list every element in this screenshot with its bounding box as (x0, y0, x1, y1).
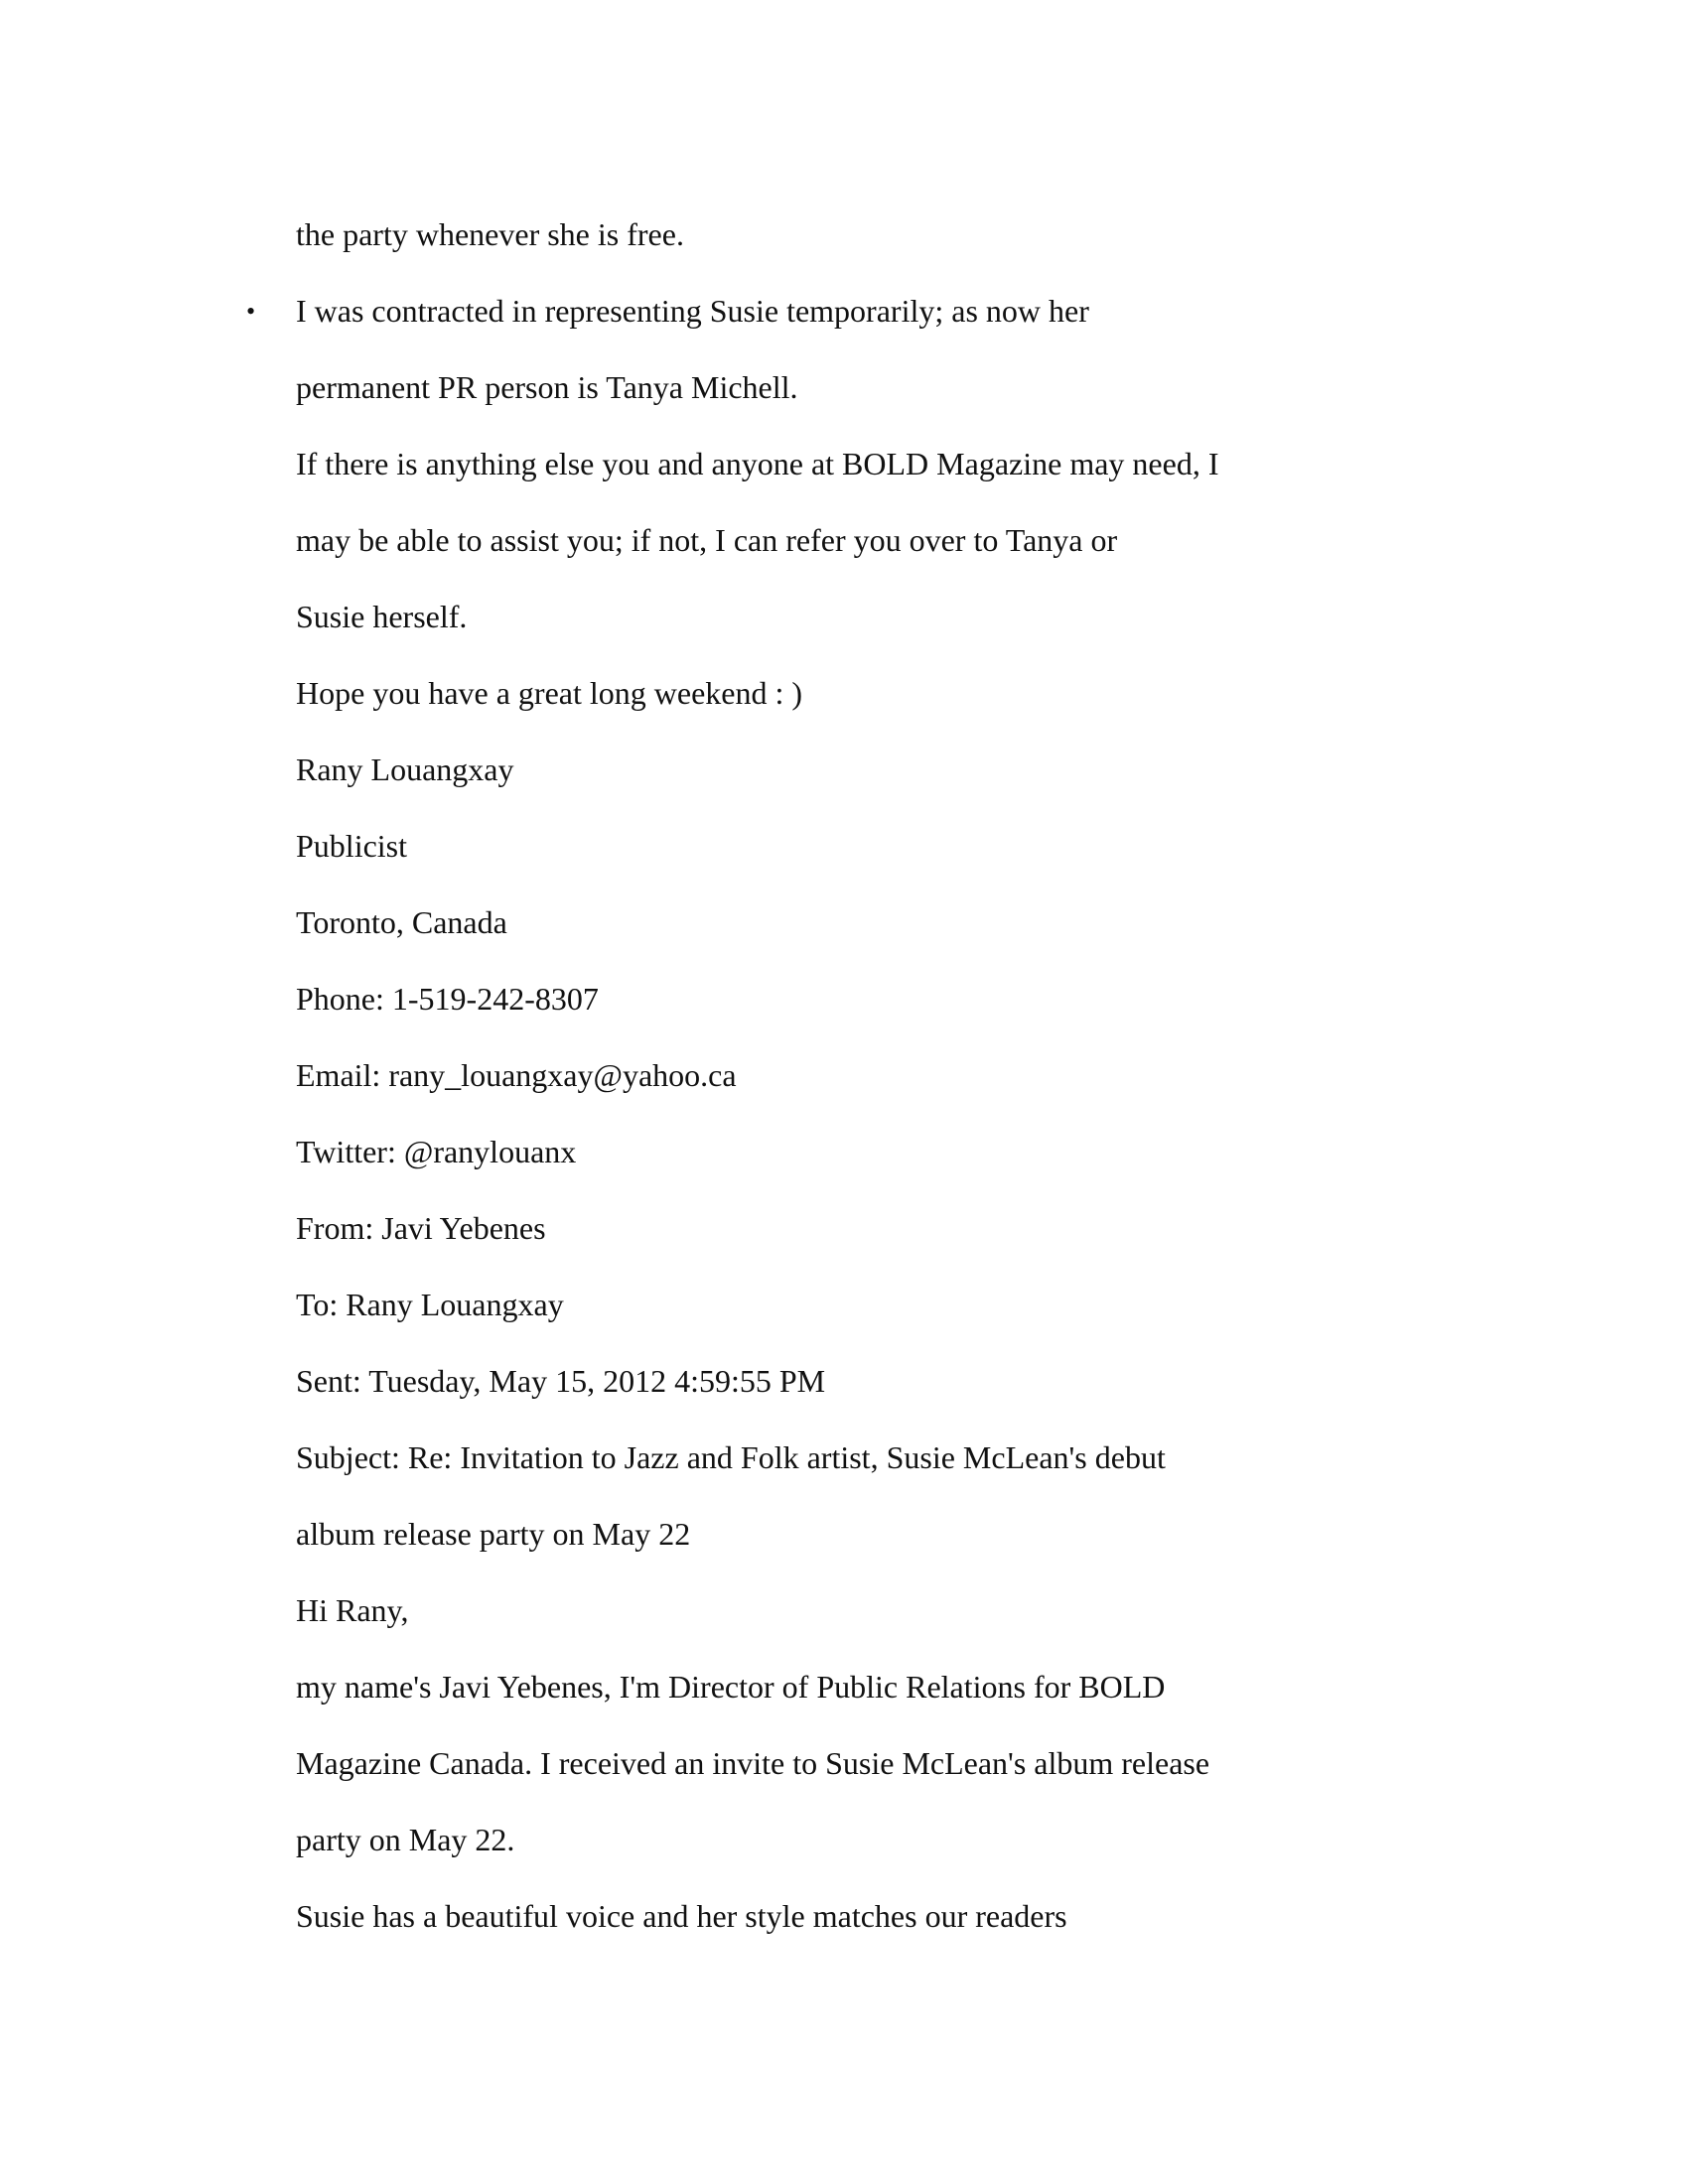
line-text: the party whenever she is free. (296, 216, 684, 252)
line-text: To: Rany Louangxay (296, 1287, 564, 1322)
document-line (296, 502, 1388, 579)
line-text: Toronto, Canada (296, 904, 507, 940)
document-line (296, 579, 1388, 655)
line-text: Subject: Re: Invitation to Jazz and Folk artist, Susie McLean's debut (296, 1439, 1166, 1475)
document-line (296, 1343, 1388, 1420)
bullet-marker: • (246, 297, 256, 326)
line-text: Magazine Canada. I received an invite to Susie McLean's album release (296, 1745, 1210, 1781)
document-line (296, 426, 1388, 502)
document-line (296, 1725, 1388, 1802)
document-line (296, 655, 1388, 732)
document-line (296, 961, 1388, 1037)
line-text: Susie herself. (296, 599, 468, 634)
line-text: Twitter: @ranylouanx (296, 1134, 577, 1169)
line-text: Rany Louangxay (296, 751, 514, 787)
line-text: I was contracted in representing Susie temporarily; as now her (296, 293, 1089, 329)
document-line (296, 1037, 1388, 1114)
document-line (296, 1572, 1388, 1649)
line-text: Phone: 1-519-242-8307 (296, 981, 599, 1017)
line-text: If there is anything else you and anyone at BOLD Magazine may need, I (296, 446, 1219, 481)
document-line (296, 732, 1388, 808)
line-text: party on May 22. (296, 1822, 515, 1857)
document-line (296, 197, 1388, 273)
document-line (296, 1496, 1388, 1572)
line-text: Hope you have a great long weekend : ) (296, 675, 803, 711)
document-body (246, 197, 1388, 1955)
line-text: Susie has a beautiful voice and her style matches our readers (296, 1898, 1067, 1934)
line-text: From: Javi Yebenes (296, 1210, 546, 1246)
document-line (296, 1878, 1388, 1955)
document-line (296, 1802, 1388, 1878)
document-line (246, 273, 1388, 349)
line-text: my name's Javi Yebenes, I'm Director of Public Relations for BOLD (296, 1669, 1166, 1705)
document-line (296, 1420, 1388, 1496)
line-text: permanent PR person is Tanya Michell. (296, 369, 798, 405)
line-text: Publicist (296, 828, 408, 864)
document-line (296, 1649, 1388, 1725)
document-line (296, 349, 1388, 426)
line-text: Sent: Tuesday, May 15, 2012 4:59:55 PM (296, 1363, 826, 1399)
line-text: album release party on May 22 (296, 1516, 691, 1552)
document-line (296, 1190, 1388, 1267)
document-line (296, 808, 1388, 885)
document-line (296, 1114, 1388, 1190)
line-text: may be able to assist you; if not, I can refer you over to Tanya or (296, 522, 1118, 558)
line-text: Hi Rany, (296, 1592, 409, 1628)
document-line (296, 1267, 1388, 1343)
document-line (296, 885, 1388, 961)
line-text: Email: rany_louangxay@yahoo.ca (296, 1057, 737, 1093)
